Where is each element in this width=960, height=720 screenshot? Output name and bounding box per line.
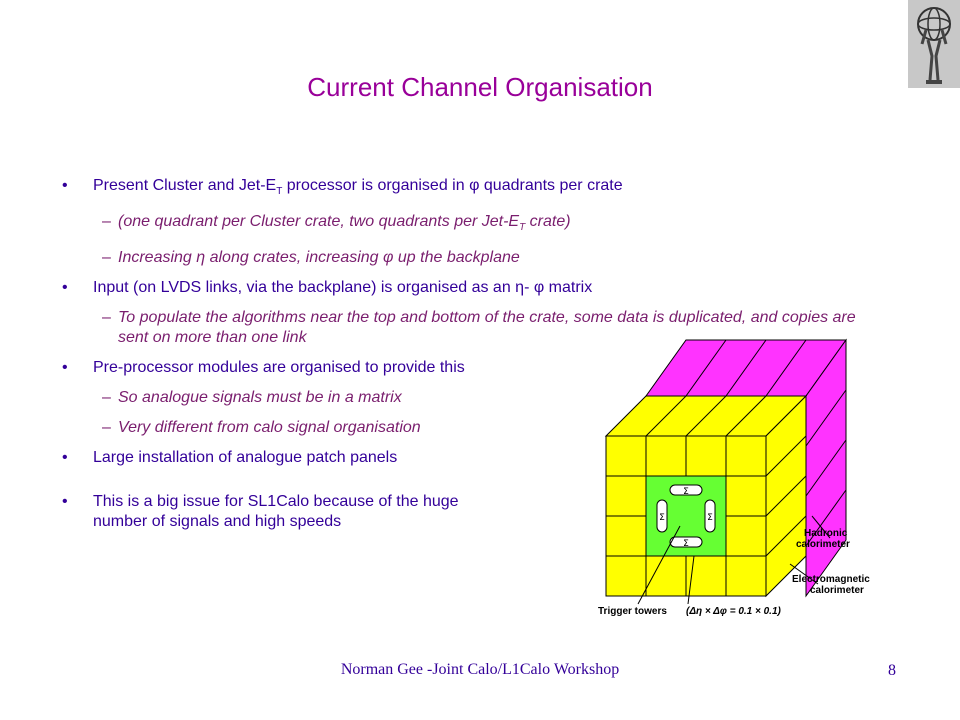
footer-text: Norman Gee -Joint Calo/L1Calo Workshop: [340, 661, 620, 678]
bullet-1a: – (one quadrant per Cluster crate, two quadrants per Jet-$E_T$ crate): [102, 213, 571, 234]
slide-title: Current Channel Organisation: [307, 72, 653, 102]
sum-right: Σ: [707, 513, 713, 523]
sum-bottom: Σ: [683, 539, 689, 549]
sum-top: Σ: [683, 487, 689, 497]
calorimeter-diagram: [590, 330, 870, 630]
bullet-3b: – Very different from calo signal organisation: [102, 419, 421, 437]
bullet-2: • Input (on LVDS links, via the backplane) is organised as an η- φ matrix: [62, 279, 593, 297]
hadronic-label: Hadronic calorimeter: [796, 528, 850, 550]
trigger-towers-label: Trigger towers: [598, 606, 667, 617]
bullet-1b: – Increasing η along crates, increasing φ up the backplane: [102, 249, 520, 267]
trigger-towers-formula: (Δη × Δφ = 0.1 × 0.1): [686, 606, 781, 617]
bullet-5: • This is a big issue for SL1Calo because of the huge number of signals and high speeds: [62, 493, 459, 531]
em-label: Electromagnetic calorimeter: [792, 574, 870, 596]
bullet-2a: – To populate the algorithms near the top and bottom of the crate, some data is duplicated, and copies are sent on more than one link: [102, 309, 856, 347]
bullet-4: • Large installation of analogue patch panels: [62, 449, 398, 467]
bullet-3: • Pre-processor modules are organised to provide this: [62, 359, 465, 377]
bullet-3a: – So analogue signals must be in a matrix: [102, 389, 402, 407]
sum-left: Σ: [659, 513, 665, 523]
bullet-1: • Present Cluster and Jet-$E_T$ processor is organised in φ quadrants per crate: [62, 177, 623, 198]
page-number: 8: [888, 662, 896, 679]
